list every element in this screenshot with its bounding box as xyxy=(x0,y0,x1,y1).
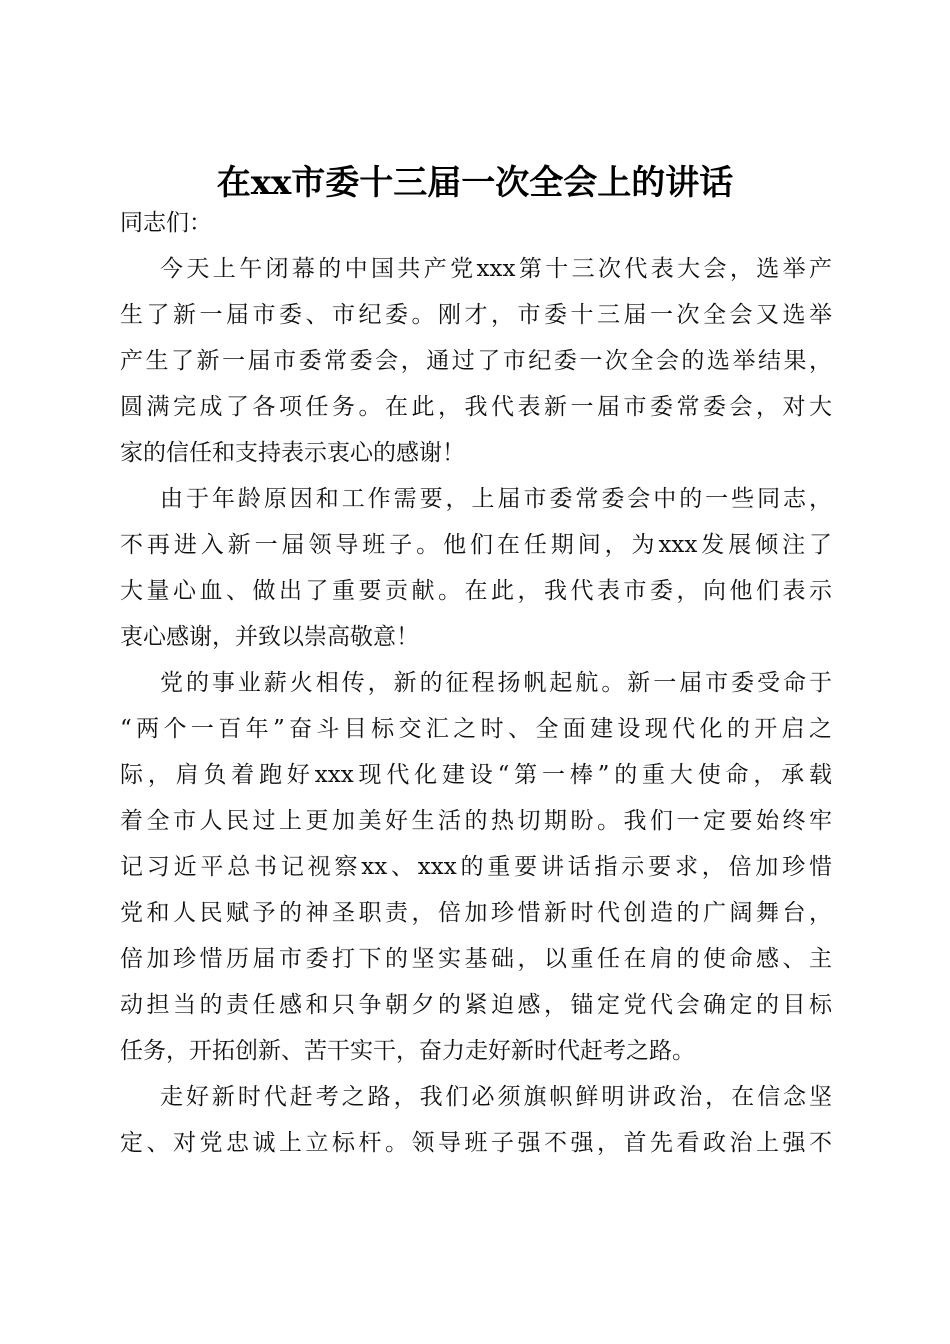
paragraph-line: 倍加珍惜历届市委打下的坚实基础，以重任在肩的使命感、主 xyxy=(120,946,832,972)
paragraph-line: 际，肩负着跑好xxx现代化建设“第一棒”的重大使命，承载 xyxy=(120,762,832,788)
paragraph-line: 着全市人民过上更加美好生活的热切期盼。我们一定要始终牢 xyxy=(120,808,832,834)
salutation: 同志们： xyxy=(120,210,212,236)
document-title: 在xx市委十三届一次全会上的讲话 xyxy=(216,162,734,203)
paragraph-line: 由于年龄原因和工作需要，上届市委常委会中的一些同志， xyxy=(160,486,832,512)
paragraph-line: 记习近平总书记视察xx、xxx的重要讲话指示要求，倍加珍惜 xyxy=(120,854,832,880)
paragraph-line: 圆满完成了各项任务。在此，我代表新一届市委常委会，对大 xyxy=(120,394,832,420)
paragraph-line: 家的信任和支持表示衷心的感谢！ xyxy=(120,440,465,466)
paragraph-line: 不再进入新一届领导班子。他们在任期间，为xxx发展倾注了 xyxy=(120,532,832,558)
paragraph-line: 今天上午闭幕的中国共产党xxx第十三次代表大会，选举产 xyxy=(160,256,832,282)
paragraph-line: 任务，开拓创新、苦干实干，奋力走好新时代赶考之路。 xyxy=(120,1038,695,1064)
paragraph-line: 定、对党忠诚上立标杆。领导班子强不强，首先看政治上强不 xyxy=(120,1130,832,1156)
paragraph-line: 生了新一届市委、市纪委。刚才，市委十三届一次全会又选举 xyxy=(120,302,832,328)
paragraph-line: 党和人民赋予的神圣职责，倍加珍惜新时代创造的广阔舞台， xyxy=(120,900,832,926)
paragraph-line: 衷心感谢，并致以崇高敬意！ xyxy=(120,624,419,650)
paragraph-line: 党的事业薪火相传，新的征程扬帆起航。新一届市委受命于 xyxy=(160,670,832,696)
paragraph-line: 走好新时代赶考之路，我们必须旗帜鲜明讲政治，在信念坚 xyxy=(160,1084,832,1110)
document-body xyxy=(120,200,832,1166)
paragraph-line: 产生了新一届市委常委会，通过了市纪委一次全会的选举结果， xyxy=(120,348,832,374)
paragraph-line: 大量心血、做出了重要贡献。在此，我代表市委，向他们表示 xyxy=(120,578,832,604)
paragraph-line: 动担当的责任感和只争朝夕的紧迫感，锚定党代会确定的目标 xyxy=(120,992,832,1018)
paragraph-line: “两个一百年”奋斗目标交汇之时、全面建设现代化的开启之 xyxy=(120,716,832,742)
